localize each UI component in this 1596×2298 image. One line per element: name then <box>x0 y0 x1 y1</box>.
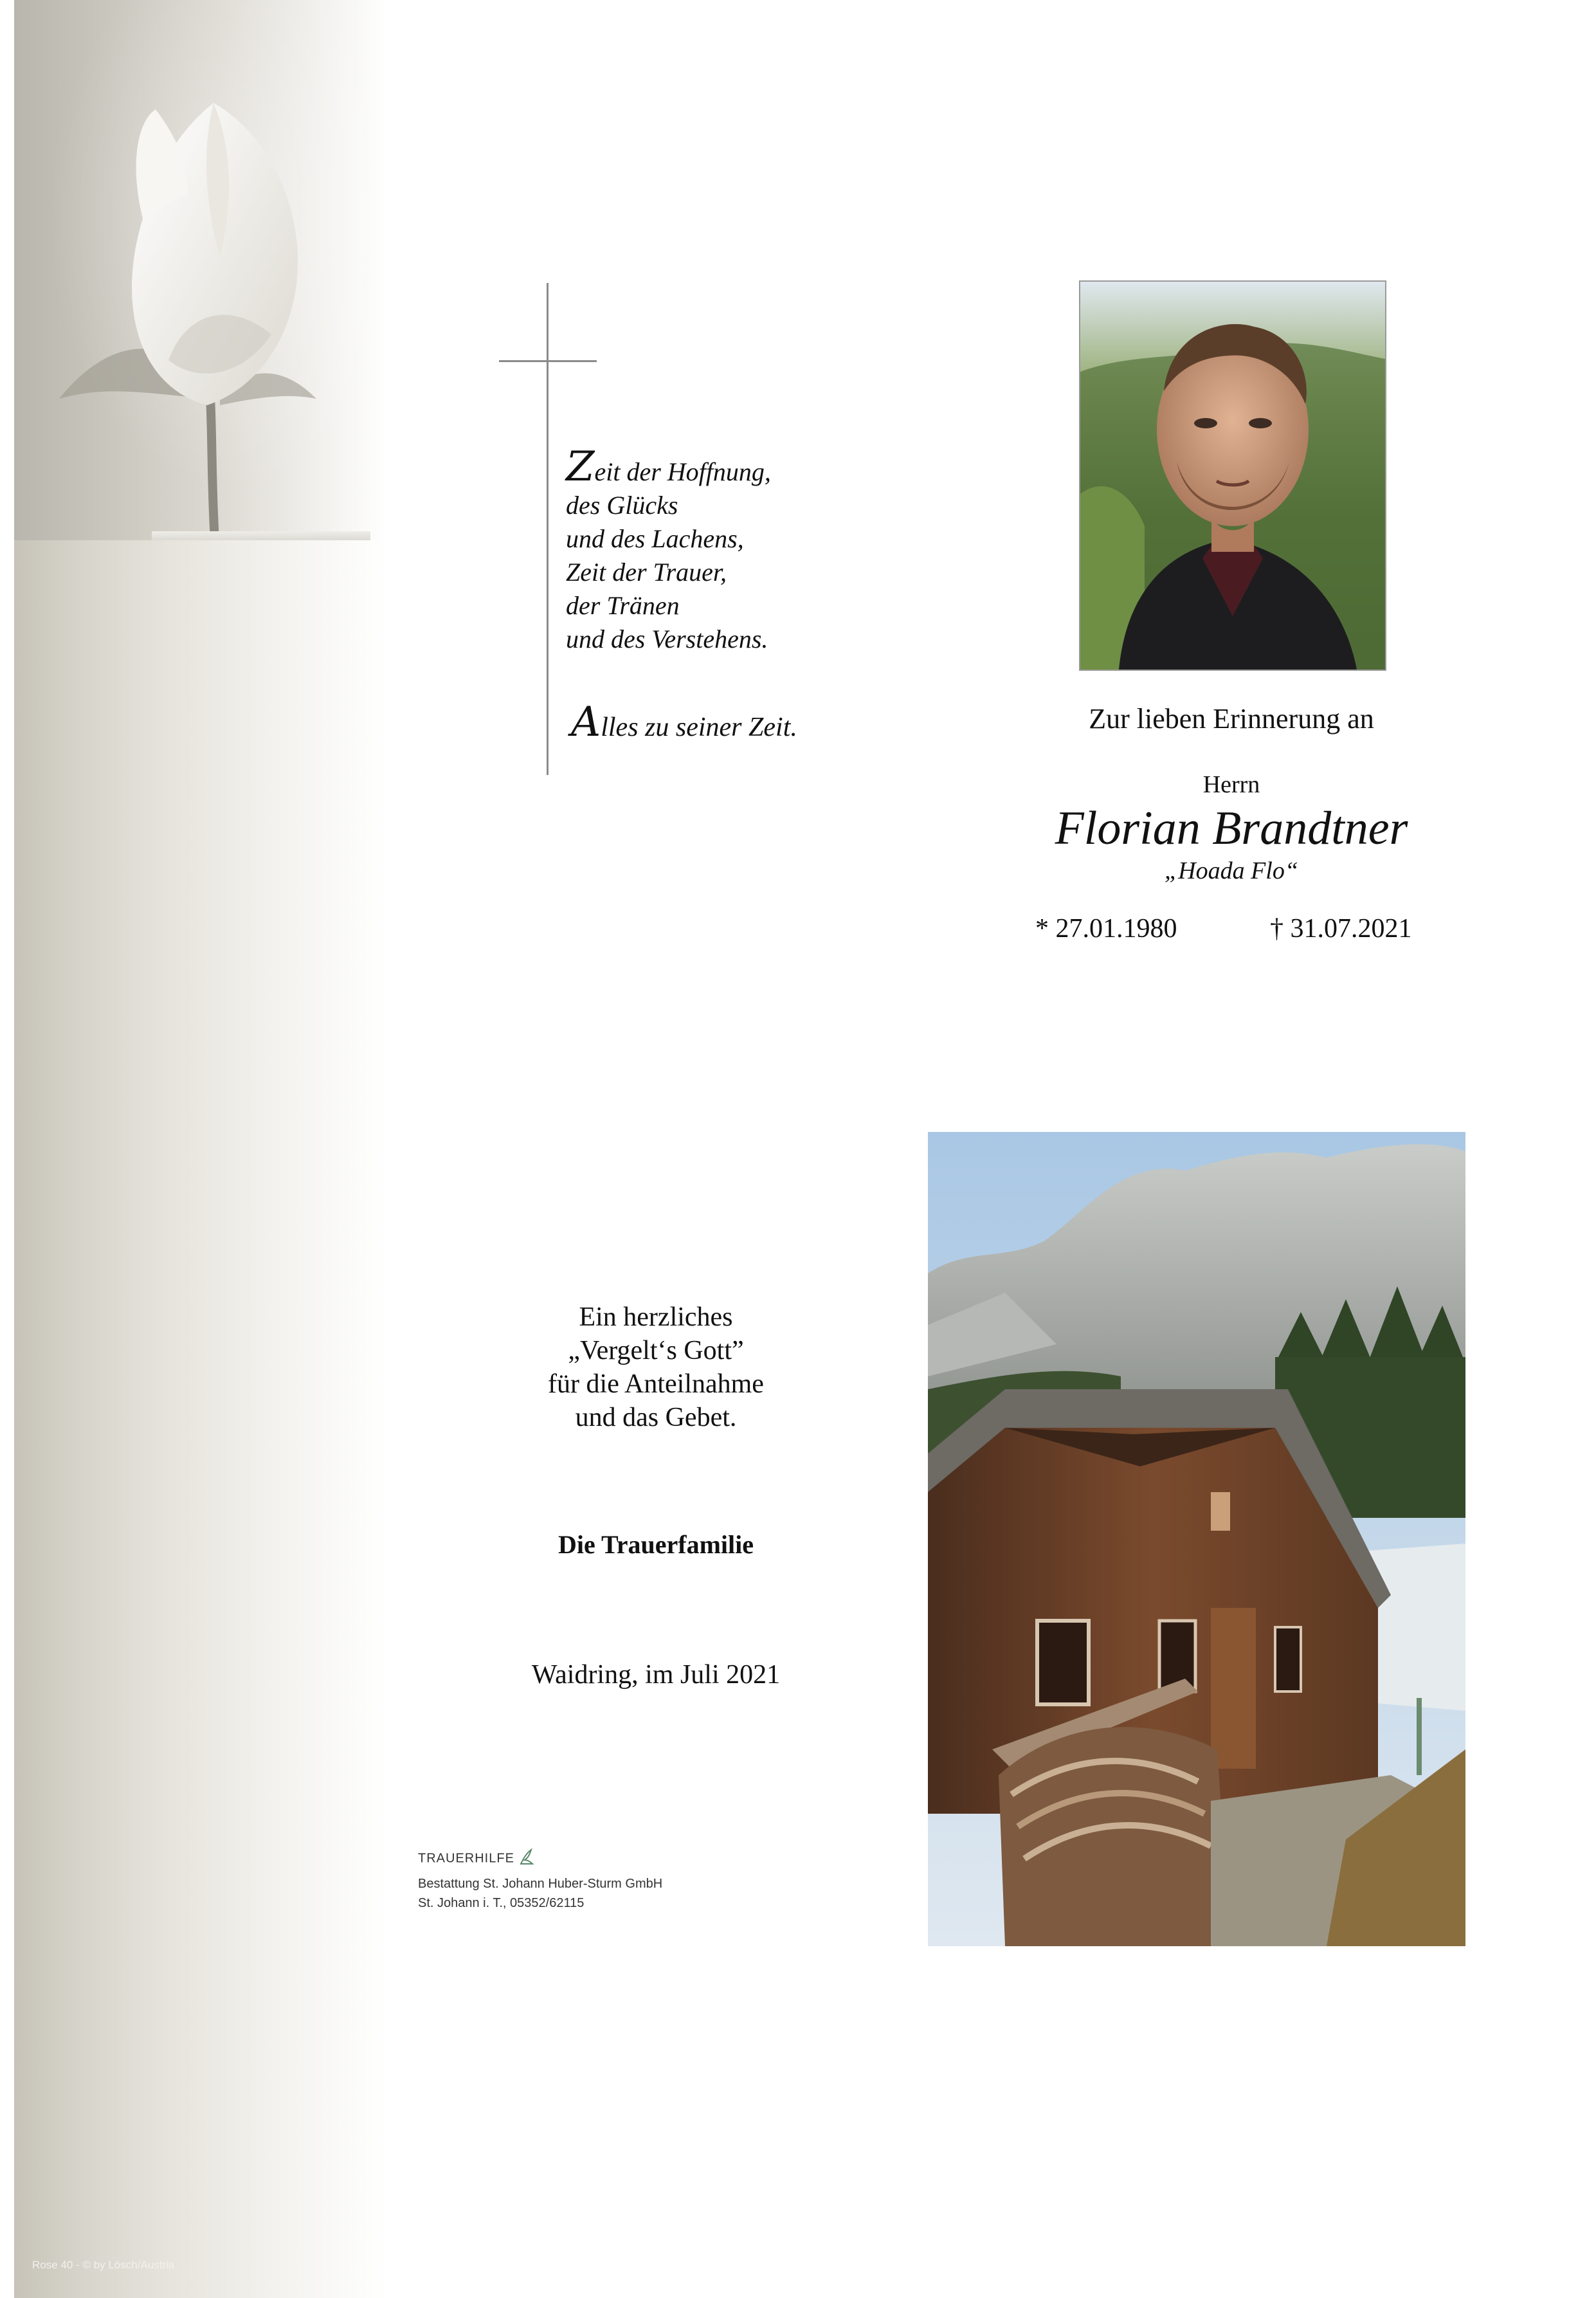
rose-image <box>14 0 387 540</box>
poem-closing-initial: A <box>571 698 601 746</box>
nickname: „Hoada Flo“ <box>1165 857 1298 884</box>
deceased-name: Florian Brandtner <box>1055 802 1408 855</box>
poem-initial: Z <box>566 443 595 491</box>
funeral-home-company: Bestattung St. Johann Huber-Sturm GmbH <box>418 1877 663 1891</box>
poem-line-2: des Glücks <box>566 491 678 520</box>
poem-line-1-rest: eit der Hoffnung, <box>594 457 771 486</box>
poem-line-5: der Tränen <box>566 591 680 620</box>
thanks-line-1: Ein herzliches <box>579 1302 733 1332</box>
thanks-message <box>495 1300 817 1434</box>
place-date: Waidring, im Juli 2021 <box>531 1660 781 1690</box>
funeral-home-brand <box>418 1847 535 1870</box>
image-credit: Rose 40 - © by Lösch/Austria <box>32 2259 175 2271</box>
funeral-brand-text: TRAUERHILFE <box>418 1851 514 1866</box>
portrait-photo <box>1079 280 1386 671</box>
birth-date: * 27.01.1980 <box>1035 914 1177 944</box>
poem-line-1 <box>566 443 771 491</box>
dove-icon <box>518 1847 535 1870</box>
poem-line-3: und des Lachens, <box>566 524 744 553</box>
thanks-line-4: und das Gebet. <box>575 1403 737 1432</box>
signature-family: Die Trauerfamilie <box>558 1530 754 1559</box>
cross-icon-horizontal <box>499 360 597 362</box>
rose-shelf <box>152 531 370 540</box>
poem <box>566 443 771 656</box>
alpine-hut-photo <box>928 1132 1465 1946</box>
thanks-line-2: „Vergelt‘s Gott” <box>568 1336 744 1365</box>
cross-icon-vertical <box>547 283 549 775</box>
salutation: Herrn <box>1202 771 1260 798</box>
memorial-intro: Zur lieben Erinnerung an <box>1089 703 1374 734</box>
death-date: † 31.07.2021 <box>1270 914 1412 944</box>
poem-line-6: und des Verstehens. <box>566 625 768 653</box>
funeral-home-contact: St. Johann i. T., 05352/62115 <box>418 1896 585 1910</box>
thanks-line-3: für die Anteilnahme <box>548 1369 764 1399</box>
poem-line-4: Zeit der Trauer, <box>566 558 727 587</box>
poem-closing-rest: lles zu seiner Zeit. <box>601 713 797 742</box>
poem-closing <box>571 698 797 746</box>
white-rose-icon <box>14 0 387 540</box>
